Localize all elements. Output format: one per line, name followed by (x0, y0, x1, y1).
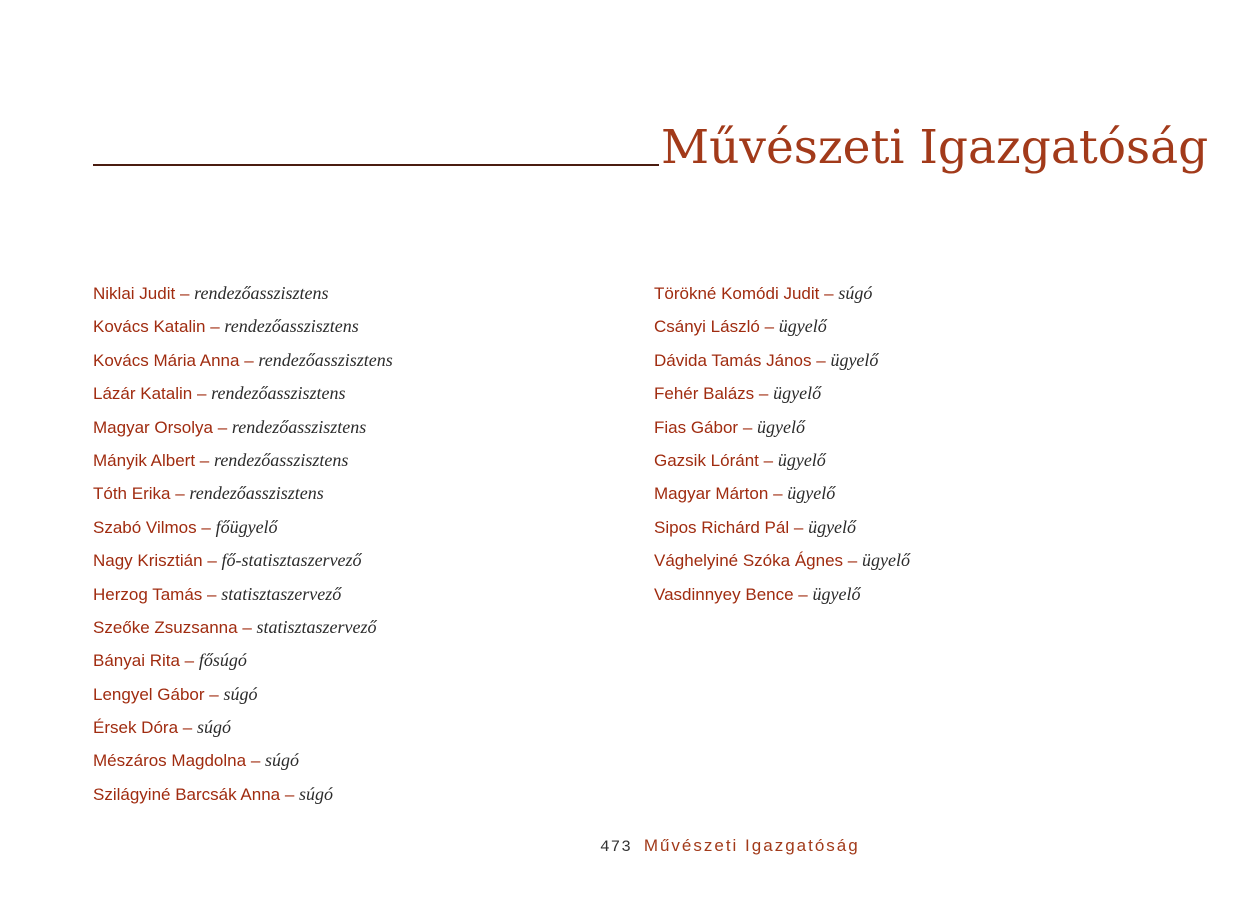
staff-role: rendezőasszisztens (213, 449, 349, 470)
staff-entry (654, 348, 910, 381)
staff-role: ügyelő (812, 583, 861, 604)
staff-name: Bányai Rita (93, 651, 180, 671)
separator: – (210, 317, 220, 337)
staff-role: súgó (838, 283, 873, 303)
separator: – (244, 350, 254, 370)
separator: – (847, 551, 858, 571)
staff-entry (654, 314, 910, 347)
staff-name: Szilágyiné Barcsák Anna (93, 784, 281, 804)
staff-name: Dávida Tamás János (654, 350, 812, 370)
separator: – (184, 651, 195, 671)
staff-entry (654, 448, 910, 481)
staff-name: Niklai Judit (93, 284, 176, 303)
staff-entry (654, 582, 910, 615)
separator: – (196, 384, 207, 404)
separator: – (798, 584, 808, 604)
staff-name: Mészáros Magdolna (93, 751, 247, 771)
staff-role: ügyelő (861, 550, 910, 571)
separator: – (816, 350, 826, 370)
staff-role: statisztaszervező (256, 616, 377, 637)
staff-role: rendezőasszisztens (194, 283, 329, 303)
staff-entry (93, 515, 393, 548)
staff-role: ügyelő (787, 483, 836, 504)
staff-role: rendezőasszisztens (258, 349, 393, 370)
staff-entry (93, 748, 393, 781)
separator: – (764, 317, 775, 337)
staff-name: Érsek Dóra (93, 718, 179, 738)
staff-role: fő-statisztaszervező (221, 550, 362, 571)
staff-name: Fehér Balázs (654, 384, 755, 404)
staff-entry (654, 281, 910, 314)
staff-name: Tóth Erika (93, 484, 171, 504)
staff-name: Szeőke Zsuzsanna (93, 617, 238, 637)
staff-name: Vasdinnyey Bence (654, 584, 794, 604)
staff-name: Törökné Komódi Judit (654, 284, 820, 303)
separator: – (763, 450, 774, 470)
staff-entry (93, 381, 393, 414)
staff-role: ügyelő (830, 349, 879, 370)
staff-role: főügyelő (215, 516, 278, 537)
staff-name: Fias Gábor (654, 417, 739, 437)
staff-entry (93, 348, 393, 381)
staff-role: rendezőasszisztens (231, 416, 367, 437)
staff-name: Kovács Katalin (93, 317, 206, 337)
staff-entry (93, 615, 393, 648)
separator: – (209, 684, 219, 704)
staff-role: ügyelő (777, 449, 826, 470)
staff-role: súgó (265, 750, 300, 771)
separator: – (217, 417, 228, 437)
staff-name: Mányik Albert (93, 450, 196, 470)
staff-list-left (93, 281, 393, 815)
staff-role: súgó (223, 683, 258, 704)
separator: – (242, 617, 252, 637)
separator: – (201, 517, 211, 537)
separator: – (773, 484, 783, 504)
separator: – (824, 284, 834, 303)
staff-role: súgó (196, 717, 231, 738)
staff-role: rendezőasszisztens (224, 316, 359, 337)
staff-name: Magyar Orsolya (93, 417, 213, 437)
staff-entry (93, 548, 393, 581)
staff-role: ügyelő (778, 316, 827, 337)
separator: – (199, 450, 210, 470)
staff-entry (93, 715, 393, 748)
separator: – (284, 784, 295, 804)
staff-entry (654, 515, 910, 548)
running-title: Művészeti Igazgatóság (643, 836, 860, 855)
staff-entry (93, 415, 393, 448)
header-rule (93, 164, 659, 166)
staff-entry (654, 548, 910, 581)
staff-entry (654, 381, 910, 414)
staff-name: Kovács Mária Anna (93, 350, 240, 370)
staff-entry (93, 648, 393, 681)
separator: – (742, 417, 753, 437)
staff-name: Herzog Tamás (93, 584, 203, 604)
staff-name: Magyar Márton (654, 484, 769, 504)
staff-entry (654, 415, 910, 448)
staff-role: rendezőasszisztens (189, 483, 324, 504)
staff-role: ügyelő (808, 516, 857, 537)
staff-name: Nagy Krisztián (93, 551, 203, 571)
page-footer (600, 836, 860, 856)
staff-role: súgó (299, 783, 334, 804)
staff-name: Sipos Richárd Pál (654, 517, 790, 537)
staff-entry (93, 582, 393, 615)
separator: – (207, 584, 217, 604)
staff-entry (93, 314, 393, 347)
page-title: Művészeti Igazgatóság (661, 120, 1209, 175)
staff-role: rendezőasszisztens (211, 383, 346, 404)
staff-entry (93, 481, 393, 514)
staff-list-right (654, 281, 910, 615)
separator: – (250, 751, 261, 771)
staff-entry (93, 448, 393, 481)
staff-role: ügyelő (773, 383, 822, 404)
separator: – (175, 484, 185, 504)
staff-name: Gazsik Lóránt (654, 450, 759, 470)
staff-entry (93, 782, 393, 815)
staff-role: statisztaszervező (221, 583, 342, 604)
separator: – (758, 384, 769, 404)
separator: – (207, 551, 217, 571)
separator: – (793, 517, 804, 537)
staff-name: Szabó Vilmos (93, 517, 197, 537)
staff-name: Lázár Katalin (93, 384, 193, 404)
separator: – (182, 718, 193, 738)
staff-entry (93, 281, 393, 314)
staff-name: Vághelyiné Szóka Ágnes (654, 551, 844, 571)
staff-role: fősúgó (198, 650, 247, 671)
staff-entry (654, 481, 910, 514)
page-number: 473 (600, 838, 632, 856)
staff-entry (93, 682, 393, 715)
staff-role: ügyelő (757, 416, 806, 437)
staff-name: Csányi László (654, 317, 760, 337)
staff-name: Lengyel Gábor (93, 684, 205, 704)
separator: – (179, 284, 190, 303)
